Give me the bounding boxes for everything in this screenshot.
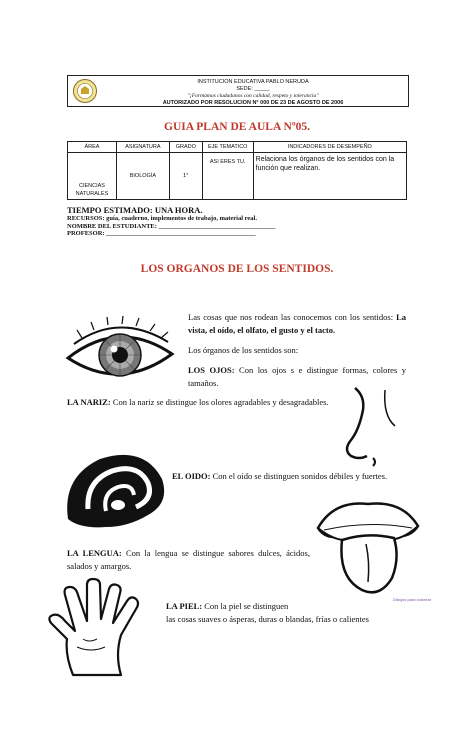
school-header	[67, 75, 409, 107]
guide-meta	[67, 206, 407, 238]
oido-label: EL OIDO:	[172, 471, 211, 481]
plan-table	[67, 141, 407, 200]
eye-icon	[64, 314, 179, 394]
lengua-paragraph	[67, 547, 310, 572]
table-row	[68, 153, 407, 200]
tiempo-estimado: TIEMPO ESTIMADO: UNA HORA.	[67, 205, 203, 215]
nariz-label: LA NARIZ:	[67, 397, 111, 407]
cell-asignatura: BIOLOGÍA	[116, 153, 169, 200]
ojos-label: LOS OJOS:	[188, 365, 235, 375]
intro-senses: La vista, el oído, el olfato, el gusto y el tacto.	[188, 312, 406, 335]
nose-icon	[325, 386, 420, 471]
header-asignatura: ASIGNATURA	[116, 142, 169, 153]
school-sede: SEDE: _____	[236, 86, 270, 92]
lengua-label: LA LENGUA:	[67, 548, 122, 558]
table-header-row	[68, 142, 407, 153]
ear-icon	[62, 449, 172, 531]
tongue-icon	[314, 498, 422, 603]
school-logo-icon	[72, 78, 98, 104]
oido-text: Con el oído se distinguen sonidos débiles y fuertes.	[210, 471, 388, 481]
header-grado: GRADO	[169, 142, 202, 153]
hand-icon	[43, 577, 155, 680]
lengua-text: Con la lengua se distingue sabores dulces, ácidos, salados y amargos.	[67, 548, 310, 571]
nombre-estudiante: NOMBRE DEL ESTUDIANTE: ____________________________________	[67, 222, 276, 230]
page-title: GUIA PLAN DE AULA Nº05.	[164, 121, 310, 133]
school-resolution: AUTORIZADO POR RESOLUCION N° 000 DE 23 DE AGOSTO DE 2006	[162, 100, 344, 106]
cell-grado: 1°	[169, 153, 202, 200]
header-eje: EJE TEMATICO	[202, 142, 253, 153]
cell-indicador: Relaciona los órganos de los sentidos con la función que realizan.	[253, 153, 406, 200]
organs-intro: Los órganos de los sentidos son:	[188, 345, 299, 355]
nariz-paragraph	[67, 396, 329, 409]
piel-text: Con la piel se distinguen	[202, 601, 289, 611]
piel-text-2: las cosas suaves o ásperas, duras o blandas, frías o calientes	[166, 613, 369, 624]
header-area: ÁREA	[68, 142, 117, 153]
school-motto: "¡Formamos ciudadanos con calidad, respeto y tolerancia"	[187, 93, 319, 99]
intro-text: Las cosas que nos rodean las conocemos con los sentidos:	[188, 312, 397, 322]
nariz-text: Con la nariz se distingue los olores agradables y desagradables.	[110, 397, 329, 407]
profesor: PROFESOR: ______________________________________________	[67, 230, 256, 237]
ojos-text: Con los ojos s e distingue formas, colores y tamaños.	[188, 365, 407, 388]
cell-area: CIENCIAS NATURALES	[68, 153, 117, 200]
recursos: RECURSOS: guía, cuaderno, implementos de trabajo, material real.	[67, 215, 257, 222]
piel-paragraph	[166, 600, 406, 625]
intro-paragraph	[188, 311, 406, 336]
section-title: LOS ORGANOS DE LOS SENTIDOS.	[140, 263, 334, 275]
watermark: Dibujos para colorear	[393, 597, 432, 602]
school-name: INSTITUCION EDUCATIVA PABLO NERUDA	[197, 79, 309, 85]
cell-eje: ASI ERES TU.	[202, 153, 253, 200]
header-indicadores: INDICADORES DE DESEMPEÑO	[253, 142, 406, 153]
oido-paragraph	[172, 470, 406, 483]
piel-label: LA PIEL:	[166, 601, 203, 611]
